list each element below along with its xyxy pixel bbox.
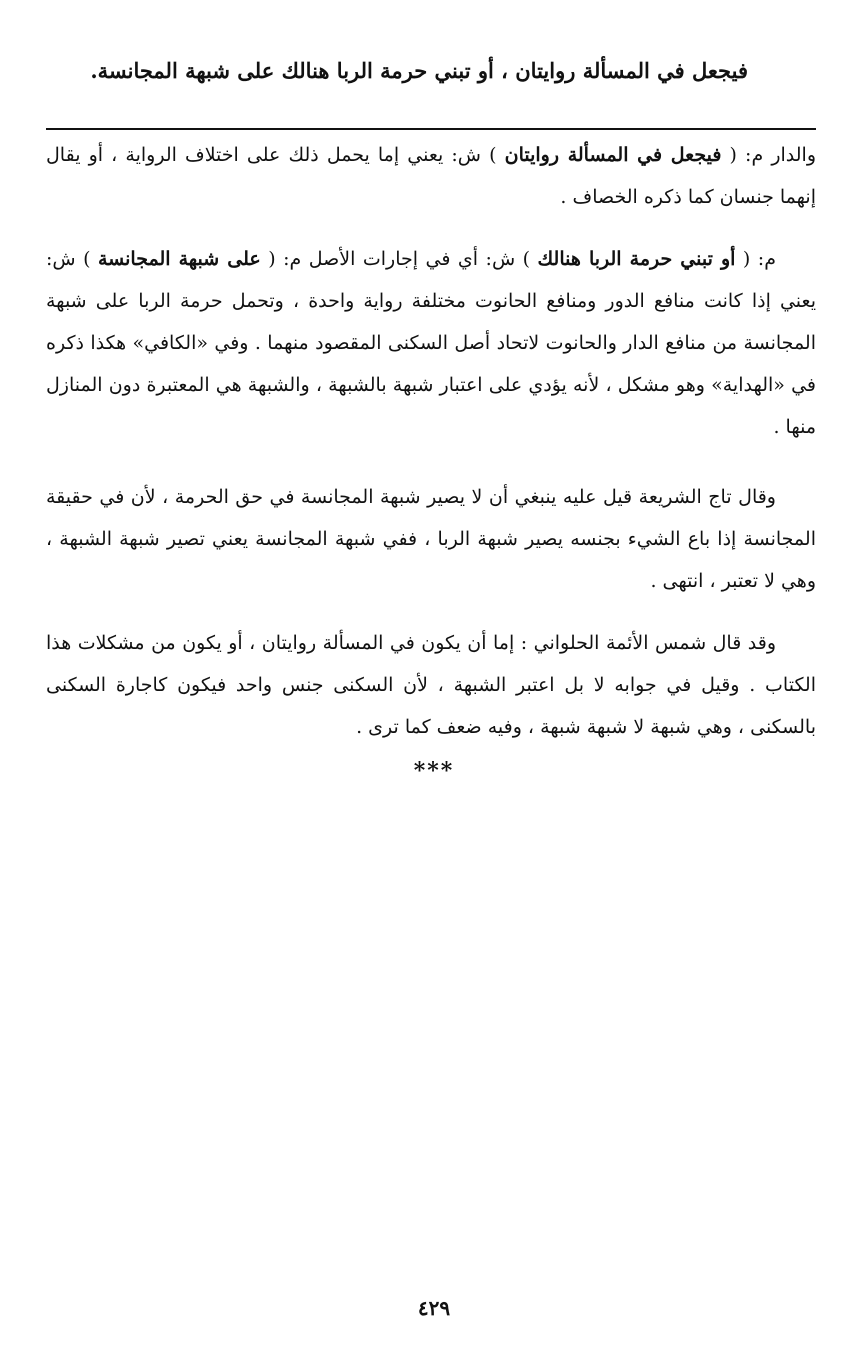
paragraph-2-middle: ) ش: أي في إجارات الأصل م: ( <box>260 248 538 270</box>
spacer <box>46 448 816 476</box>
paragraph-2-text: ) ش: يعني إذا كانت منافع الدور ومنافع الحانوت مختلفة رواية واحدة ، وتحمل حرمة الربا على شبهة المجانسة من منافع الدار والحانوت لاتحاد أصل السكنى المقصود منهما . وفي «الكافي» هكذا ذكره في «الهداية» وهو مشكل ، لأنه يؤدي على اعتبار شبهة بالشبهة ، والشبهة هي المعتبرة دون المنازل منها . <box>46 248 816 438</box>
header-divider <box>46 128 816 130</box>
paragraph-2-prefix: م: ( <box>735 248 776 270</box>
page-number: ٤٢٩ <box>417 1296 451 1320</box>
spacer <box>46 218 816 238</box>
spacer <box>46 602 816 622</box>
running-header: فيجعل في المسألة روايتان ، أو تبني حرمة الربا هنالك على شبهة المجانسة. <box>90 58 748 83</box>
page-body <box>46 134 816 748</box>
paragraph-1 <box>46 134 816 218</box>
paragraph-2-quote-2: على شبهة المجانسة <box>97 248 261 270</box>
paragraph-1-prefix: والدار م: ( <box>721 144 816 166</box>
paragraph-2 <box>46 238 816 448</box>
paragraph-1-text: ) ش: يعني إما يحمل ذلك على اختلاف الرواية ، أو يقال إنهما جنسان كما ذكره الخصاف . <box>46 144 816 208</box>
paragraph-2-quote: أو تبني حرمة الربا هنالك <box>537 248 736 270</box>
paragraph-3: وقال تاج الشريعة قيل عليه ينبغي أن لا يصير شبهة المجانسة في حق الحرمة ، لأن في حقيقة المجانسة إذا باع الشيء بجنسه يصير شبهة الربا ، ففي شبهة المجانسة يعني تصير شبهة الشبهة ، وهي لا تعتبر ، انتهى . <box>46 486 816 592</box>
section-separator: *** <box>413 758 455 784</box>
paragraph-1-quote: فيجعل في المسألة روايتان <box>504 144 722 166</box>
paragraph-4: وقد قال شمس الأئمة الحلواني : إما أن يكون في المسألة روايتان ، أو يكون من مشكلات هذا الكتاب . وقيل في جوابه لا بل اعتبر الشبهة ، لأن السكنى جنس واحد فيكون كاجارة السكنى بالسكنى ، وهي شبهة لا شبهة شبهة ، وفيه ضعف كما ترى . <box>46 632 816 738</box>
